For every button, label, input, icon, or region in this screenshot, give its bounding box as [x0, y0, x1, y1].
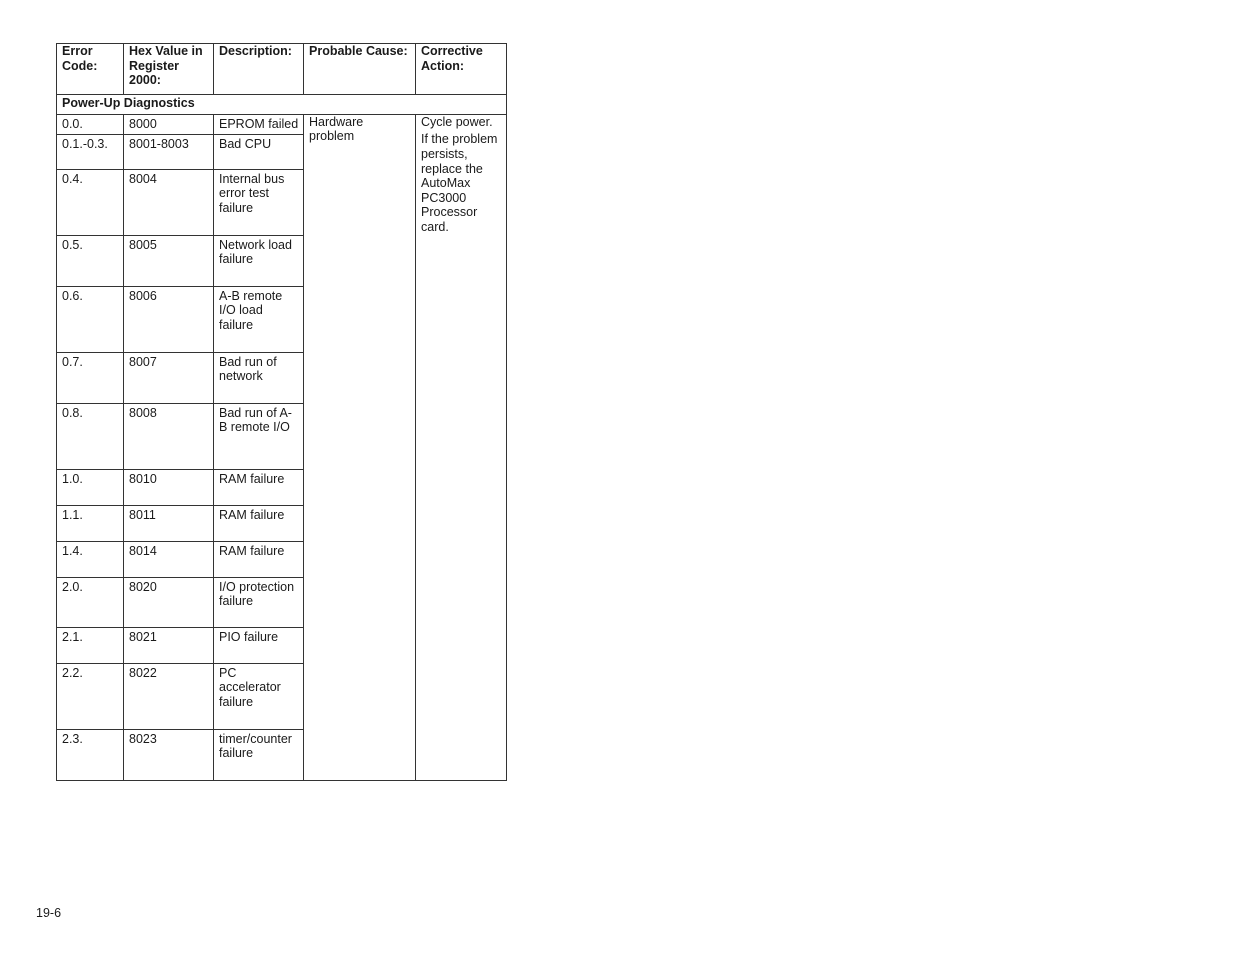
- error-code-cell: 1.0.: [57, 469, 124, 505]
- header-description: Description:: [214, 44, 304, 95]
- hex-value-cell: 8023: [124, 729, 214, 780]
- error-code-cell: 0.6.: [57, 286, 124, 352]
- description-cell: A-B remote I/O load failure: [214, 286, 304, 352]
- description-cell: Internal bus error test failure: [214, 169, 304, 235]
- error-code-cell: 2.3.: [57, 729, 124, 780]
- hex-value-cell: 8010: [124, 469, 214, 505]
- header-corrective-action: Corrective Action:: [416, 44, 507, 95]
- error-code-cell: 0.5.: [57, 235, 124, 286]
- description-cell: timer/counter failure: [214, 729, 304, 780]
- hex-value-cell: 8005: [124, 235, 214, 286]
- section-title: Power-Up Diagnostics: [57, 94, 507, 114]
- error-code-table: [56, 43, 507, 781]
- description-cell: RAM failure: [214, 505, 304, 541]
- corrective-action-second: If the problem persists, replace the AutoMax PC3000 Processor card.: [421, 132, 498, 234]
- section-row: [57, 94, 507, 114]
- error-code-cell: 0.0.: [57, 114, 124, 134]
- hex-value-cell: 8004: [124, 169, 214, 235]
- header-hex-value: Hex Value in Register 2000:: [124, 44, 214, 95]
- hex-value-cell: 8022: [124, 663, 214, 729]
- description-cell: Network load failure: [214, 235, 304, 286]
- hex-value-cell: 8001-8003: [124, 134, 214, 169]
- table-row: [57, 114, 507, 134]
- error-code-cell: 0.1.-0.3.: [57, 134, 124, 169]
- header-error-code: Error Code:: [57, 44, 124, 95]
- error-code-cell: 0.8.: [57, 403, 124, 469]
- description-cell: RAM failure: [214, 469, 304, 505]
- description-cell: PIO failure: [214, 627, 304, 663]
- hex-value-cell: 8021: [124, 627, 214, 663]
- description-cell: PC accelerator failure: [214, 663, 304, 729]
- hex-value-cell: 8008: [124, 403, 214, 469]
- error-code-cell: 0.4.: [57, 169, 124, 235]
- description-cell: I/O protection failure: [214, 577, 304, 627]
- description-cell: RAM failure: [214, 541, 304, 577]
- hex-value-cell: 8011: [124, 505, 214, 541]
- header-probable-cause: Probable Cause:: [304, 44, 416, 95]
- description-cell: Bad CPU: [214, 134, 304, 169]
- error-code-cell: 2.0.: [57, 577, 124, 627]
- hex-value-cell: 8007: [124, 352, 214, 403]
- corrective-action-cell: [416, 114, 507, 780]
- page-number: 19-6: [36, 906, 62, 920]
- description-cell: Bad run of network: [214, 352, 304, 403]
- description-cell: Bad run of A-B remote I/O: [214, 403, 304, 469]
- probable-cause-cell: Hardware problem: [304, 114, 416, 780]
- hex-value-cell: 8020: [124, 577, 214, 627]
- error-code-cell: 2.2.: [57, 663, 124, 729]
- corrective-action-first: Cycle power.: [421, 114, 493, 129]
- error-code-cell: 2.1.: [57, 627, 124, 663]
- error-code-cell: 1.1.: [57, 505, 124, 541]
- description-cell: EPROM failed: [214, 114, 304, 134]
- error-code-cell: 0.7.: [57, 352, 124, 403]
- error-code-cell: 1.4.: [57, 541, 124, 577]
- table-header-row: [57, 44, 507, 95]
- hex-value-cell: 8000: [124, 114, 214, 134]
- hex-value-cell: 8006: [124, 286, 214, 352]
- hex-value-cell: 8014: [124, 541, 214, 577]
